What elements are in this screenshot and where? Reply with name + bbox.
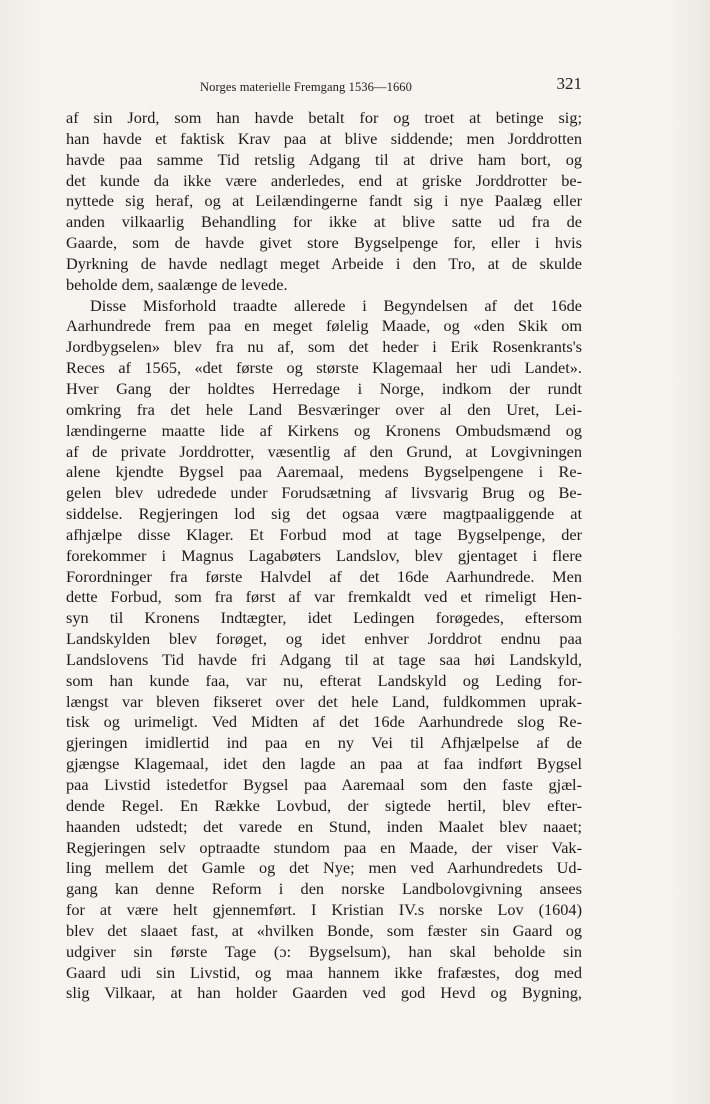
text-line: paa Livstid istedetfor Bygsel paa Aaremaal som den faste gjæl-	[66, 775, 582, 794]
text-line: Regjeringen selv optraadte stundom paa en Maade, der viser Vak-	[66, 837, 582, 857]
text-line: længst var bleven fikseret over det hele Land, fuldkommen uprak-	[66, 691, 582, 711]
text-line: Gaarde, som de havde givet store Bygselpenge for, eller i hvis	[66, 233, 582, 253]
text-line: slig Vilkaar, at han holder Gaarden ved god Hevd og Bygning,	[66, 983, 582, 1003]
text-line: omkring fra det hele Land Besværinger over al den Uret, Lei-	[66, 399, 582, 419]
text-line: Reces af 1565, «det første og største Klagemaal her udi Landet».	[66, 358, 582, 378]
text-line: afhjælpe disse Klager. Et Forbud mod at tage Bygselpenge, der	[66, 524, 582, 544]
text-line: Disse Misforhold traadte allerede i Begyndelsen af det 16de	[90, 295, 582, 315]
text-line: Jordbygselen» blev fra nu af, som det heder i Erik Rosenkrants's	[66, 337, 582, 357]
text-line: alene kjendte Bygsel paa Aaremaal, medens Bygselpengene i Re-	[66, 462, 582, 482]
text-line: havde paa samme Tid retslig Adgang til at drive ham bort, og	[66, 149, 582, 169]
text-line: syn til Kronens Indtægter, idet Ledingen forøgedes, eftersom	[66, 608, 582, 628]
text-line: tisk og urimeligt. Ved Midten af det 16de Aarhundrede slog Re-	[66, 712, 582, 732]
text-line: Dyrkning de havde nedlagt meget Arbeide i den Tro, at de skulde	[66, 253, 582, 273]
text-line: gjængse Klagemaal, idet den lagde an paa at faa indført Bygsel	[66, 754, 582, 774]
text-line: Landskylden blev forøget, og idet enhver Jorddrot endnu paa	[66, 629, 582, 649]
running-head	[66, 74, 582, 98]
text-line: dende Regel. En Række Lovbud, der sigtede hertil, blev efter-	[66, 795, 582, 815]
text-line: lændingerne maatte lide af Kirkens og Kronens Ombudsmænd og	[66, 420, 582, 440]
text-line: blev det slaaet fast, at «hvilken Bonde, som fæster sin Gaard og	[66, 920, 582, 940]
text-line: siddelse. Regjeringen lod sig det ogsaa være magtpaaliggende at	[66, 504, 582, 524]
text-line: som han kunde faa, var nu, efterat Landskyld og Leding for-	[66, 670, 582, 690]
text-line: haanden udstedt; det varede en Stund, inden Maalet blev naaet;	[66, 816, 582, 836]
text-line: det kunde da ikke være anderledes, end at griske Jorddrotter be-	[66, 170, 582, 190]
text-line: han havde et faktisk Krav paa at blive siddende; men Jorddrotten	[66, 128, 582, 148]
page-number: 321	[556, 74, 582, 93]
text-line: af sin Jord, som han havde betalt for og troet at betinge sig;	[66, 108, 582, 127]
text-line: udgiver sin første Tage (ɔ: Bygselsum), han skal beholde sin	[66, 941, 582, 961]
text-line: dette Forbud, som fra først af var fremkaldt ved et rimeligt Hen-	[66, 587, 582, 607]
text-line: ling mellem det Gamle og det Nye; men ved Aarhundredets Ud-	[66, 858, 582, 878]
text-line: Hver Gang der holdtes Herredage i Norge, indkom der rundt	[66, 378, 582, 398]
text-line: forekommer i Magnus Lagabøters Landslov, blev gjentaget i flere	[66, 545, 582, 565]
text-line: Forordninger fra første Halvdel af det 16de Aarhundrede. Men	[66, 566, 582, 586]
text-line: beholde dem, saalænge de levede.	[66, 274, 288, 294]
running-title: Norges materielle Fremgang 1536—1660	[200, 80, 413, 94]
text-line: gelen blev udredede under Forudsætning af livsvarig Brug og Be-	[66, 483, 582, 503]
text-line: gang kan denne Reform i den norske Landbolovgivning ansees	[66, 879, 582, 899]
text-line: anden vilkaarlig Behandling for ikke at blive satte ud fra de	[66, 212, 582, 232]
text-line: af de private Jorddrotter, væsentlig af den Grund, at Lovgivningen	[66, 441, 582, 461]
text-line: Aarhundrede frem paa en meget følelig Maade, og «den Skik om	[66, 316, 582, 336]
text-line: for at være helt gjennemført. I Kristian IV.s norske Lov (1604)	[66, 900, 582, 920]
text-line: nyttede sig heraf, og at Leilændingerne fandt sig i nye Paalæg eller	[66, 191, 582, 211]
body-text	[66, 108, 582, 1004]
text-line: Landslovens Tid havde fri Adgang til at tage saa høi Landskyld,	[66, 649, 582, 669]
text-line: gjeringen imidlertid ind paa en ny Vei til Afhjælpelse af de	[66, 733, 582, 753]
text-line: Gaard udi sin Livstid, og maa hannem ikke frafæstes, dog med	[66, 962, 582, 982]
